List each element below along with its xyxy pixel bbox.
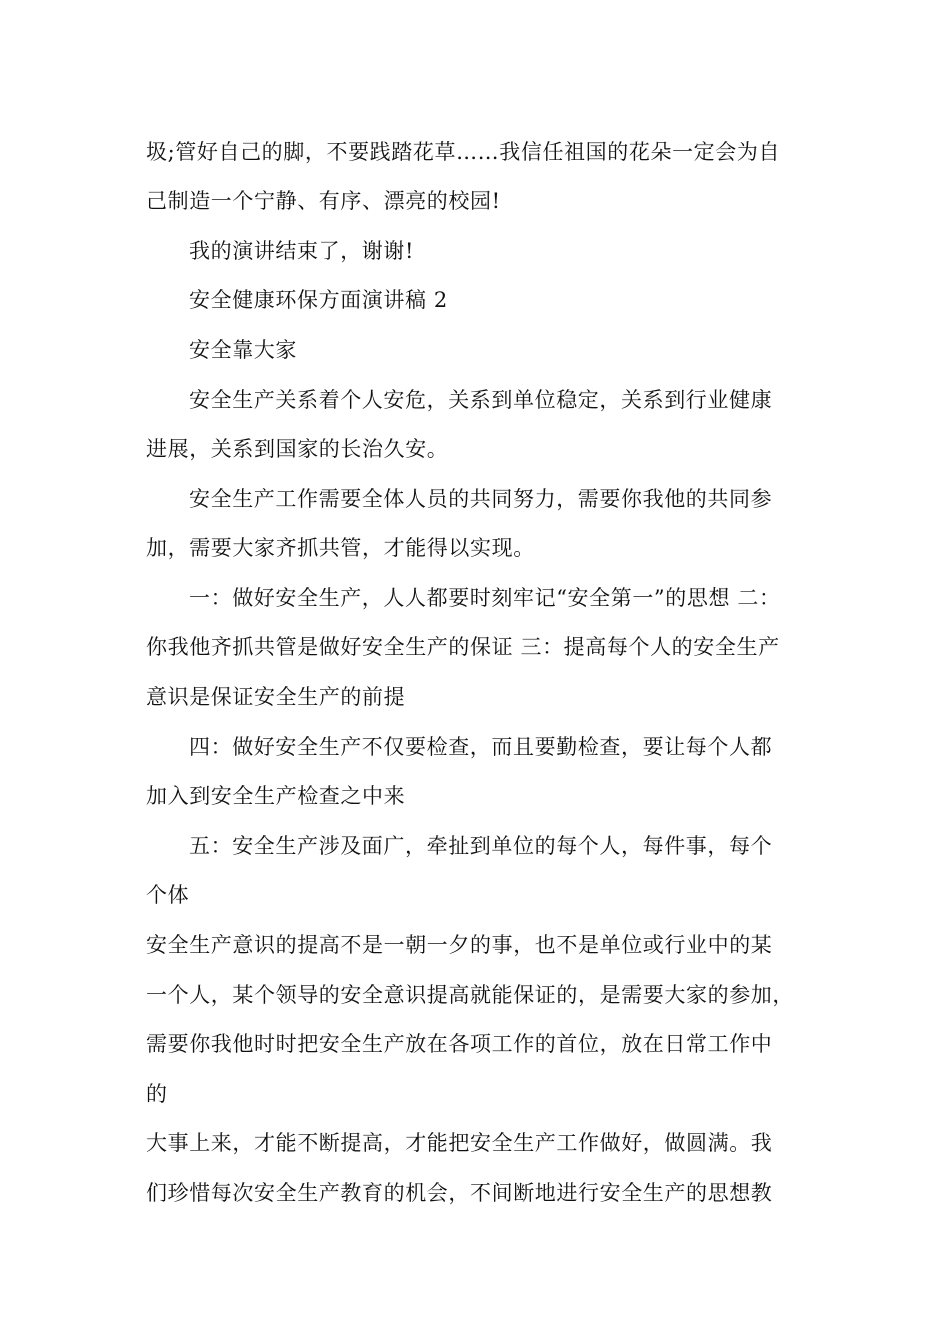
text-line: 一：做好安全生产，人人都要时刻牢记“安全第一”的思想 二： bbox=[189, 586, 781, 610]
speech-title: 安全健康环保方面演讲稿 2 bbox=[189, 288, 448, 312]
text-line: 意识是保证安全生产的前提 bbox=[146, 685, 406, 709]
speech-subtitle: 安全靠大家 bbox=[189, 338, 297, 362]
text-line: 四：做好安全生产不仅要检查，而且要勤检查，要让每个人都 bbox=[189, 735, 773, 759]
text-line: 安全生产工作需要全体人员的共同努力，需要你我他的共同参 bbox=[189, 487, 773, 511]
text-line: 们珍惜每次安全生产教育的机会，不间断地进行安全生产的思想教 bbox=[146, 1181, 773, 1205]
text-line: 安全生产关系着个人安危，关系到单位稳定，关系到行业健康 bbox=[189, 388, 773, 412]
text-line: 个体 bbox=[146, 883, 190, 907]
text-line: 进展，关系到国家的长治久安。 bbox=[146, 437, 449, 461]
text-line: 己制造一个宁静、有序、漂亮的校园! bbox=[146, 189, 501, 213]
text-line: 一个人，某个领导的安全意识提高就能保证的，是需要大家的参加， bbox=[146, 983, 794, 1007]
text-line: 圾;管好自己的脚，不要践踏花草……我信任祖国的花朵一定会为自 bbox=[146, 140, 781, 164]
text-line: 你我他齐抓共管是做好安全生产的保证 三：提高每个人的安全生产 bbox=[146, 635, 780, 659]
text-line: 加入到安全生产检查之中来 bbox=[146, 784, 406, 808]
text-line: 加，需要大家齐抓共管，才能得以实现。 bbox=[146, 536, 535, 560]
text-line: 需要你我他时时把安全生产放在各项工作的首位，放在日常工作中 bbox=[146, 1032, 773, 1056]
text-line: 大事上来，才能不断提高，才能把安全生产工作做好，做圆满。我 bbox=[146, 1131, 773, 1155]
text-line: 的 bbox=[146, 1082, 168, 1106]
text-line: 安全生产意识的提高不是一朝一夕的事，也不是单位或行业中的某 bbox=[146, 933, 773, 957]
text-line: 我的演讲结束了，谢谢! bbox=[189, 239, 415, 263]
text-line: 五：安全生产涉及面广，牵扯到单位的每个人，每件事，每个 bbox=[189, 834, 773, 858]
